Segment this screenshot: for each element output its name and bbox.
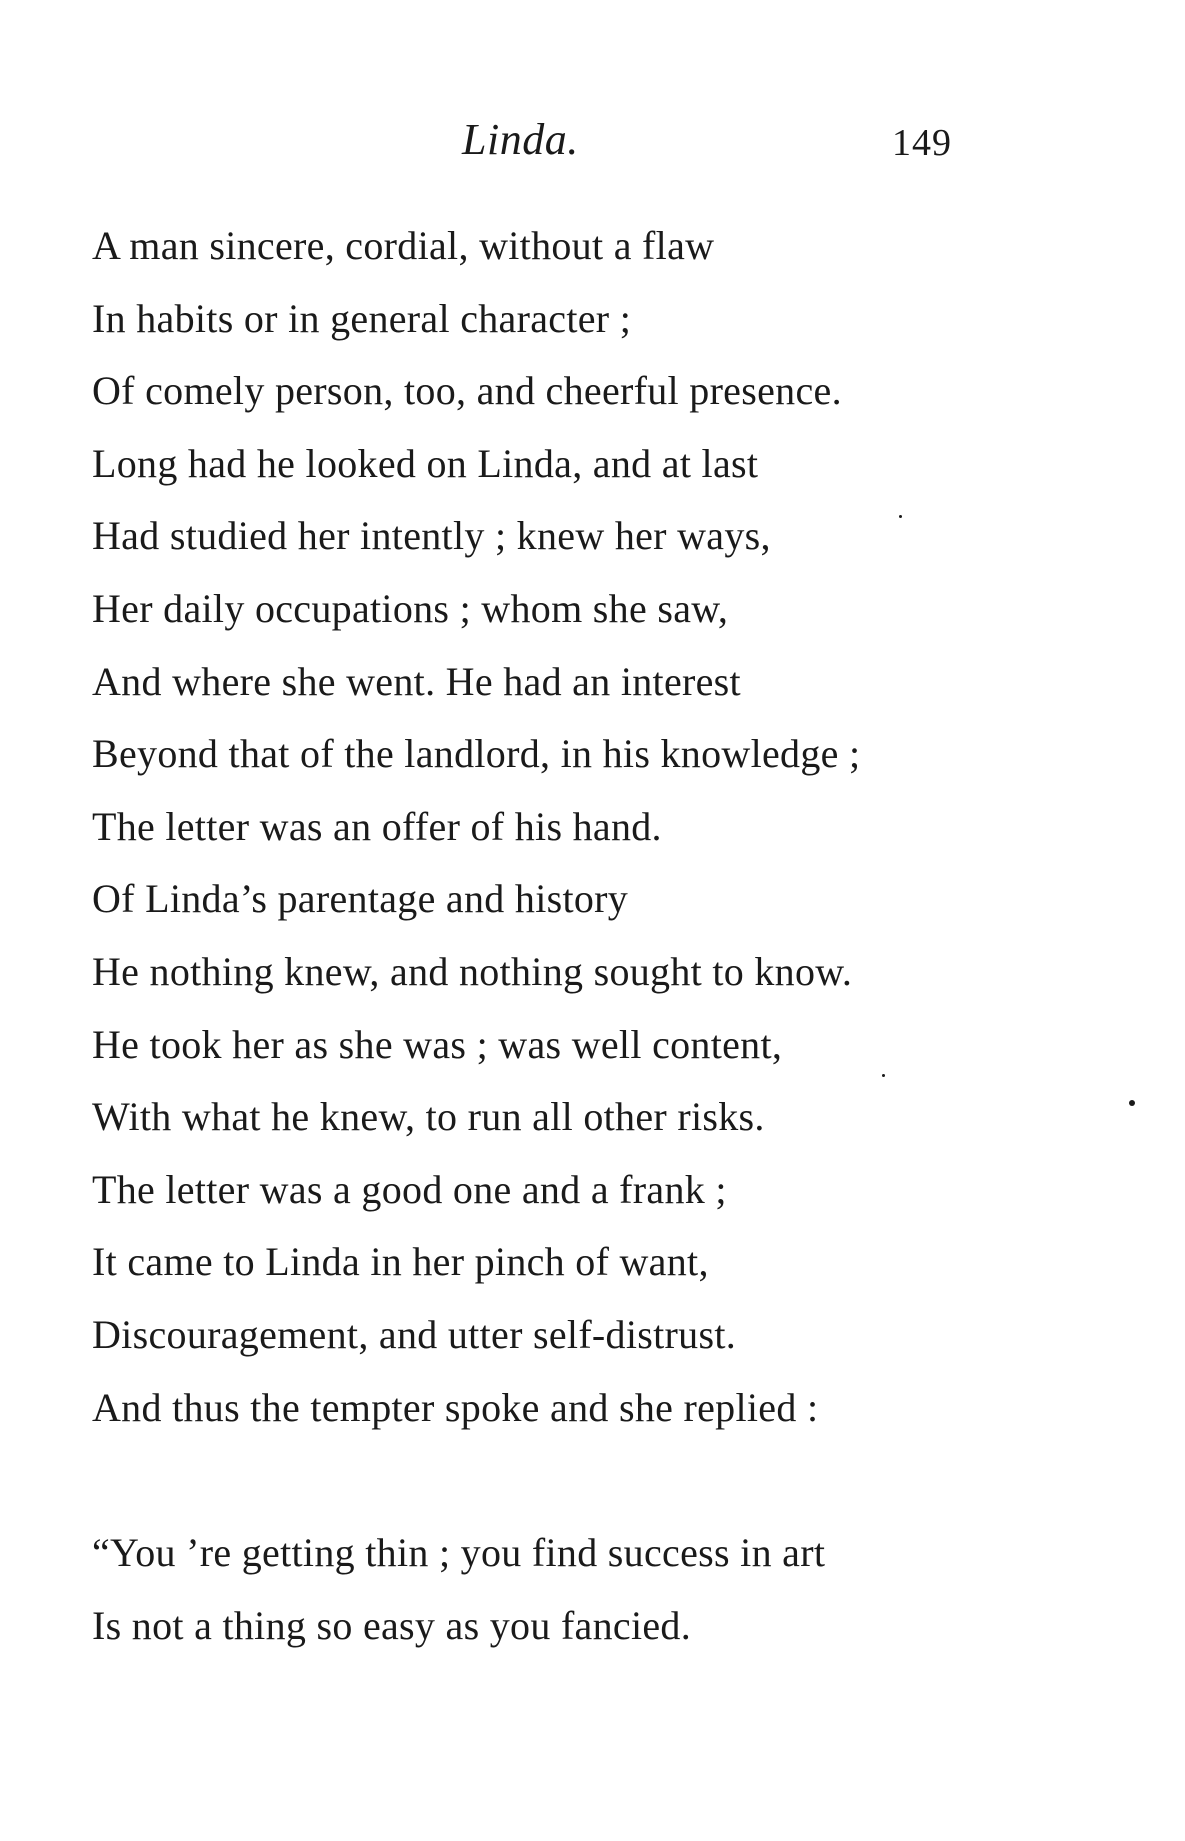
- poem-line: Her daily occupations ; whom she saw,: [92, 585, 729, 631]
- poem-line: Is not a thing so easy as you fancied.: [92, 1602, 692, 1648]
- scan-speck: [882, 1074, 885, 1077]
- poem-line: He took her as she was ; was well content,: [92, 1021, 783, 1067]
- poem-line: “You ’re getting thin ; you find success in art: [92, 1530, 826, 1575]
- scan-speck: [1129, 1100, 1135, 1106]
- poem-line: A man sincere, cordial, without a flaw: [92, 223, 715, 268]
- poem-line: And thus the tempter spoke and she replied :: [92, 1384, 819, 1430]
- scan-speck: [899, 515, 902, 518]
- poem-line: And where she went. He had an interest: [92, 658, 741, 704]
- poem-line: With what he knew, to run all other risks.: [92, 1094, 765, 1140]
- poem-line: Of comely person, too, and cheerful presence.: [92, 368, 842, 414]
- running-title: Linda.: [462, 115, 579, 164]
- poem-line: The letter was a good one and a frank ;: [92, 1166, 727, 1212]
- poem-line: It came to Linda in her pinch of want,: [92, 1239, 709, 1285]
- poem-line: Long had he looked on Linda, and at last: [92, 440, 759, 486]
- poem-stanza-2: [92, 1530, 825, 1675]
- page-number: 149: [892, 122, 952, 164]
- poem-line: The letter was an offer of his hand.: [92, 803, 662, 849]
- poem-line: Beyond that of the landlord, in his knowledge ;: [92, 731, 861, 777]
- poem-line: In habits or in general character ;: [92, 295, 632, 341]
- poem-line: Had studied her intently ; knew her ways,: [92, 513, 771, 559]
- poem-line: Discouragement, and utter self-distrust.: [92, 1311, 737, 1357]
- poem-line: Of Linda’s parentage and history: [92, 876, 629, 922]
- poem-stanza-1: [92, 223, 860, 1457]
- poem-line: He nothing knew, and nothing sought to know.: [92, 948, 853, 994]
